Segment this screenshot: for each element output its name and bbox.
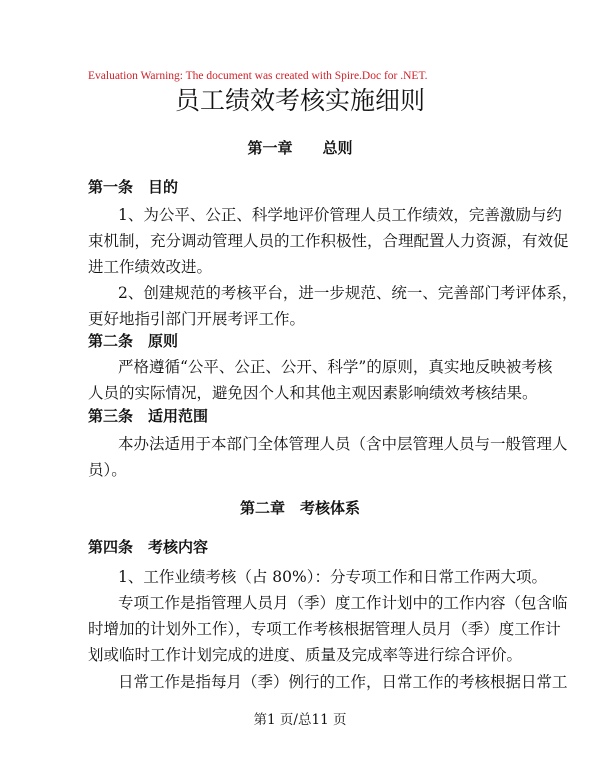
paragraph-line: 人员的实际情况，避免因个人和其他主观因素影响绩效考核结果。 (88, 384, 538, 402)
paragraph-line: 1、为公平、公正、科学地评价管理人员工作绩效，完善激励与约 (118, 206, 562, 224)
article-heading: 第一条 目的 (88, 178, 179, 196)
chapter-heading: 第二章 考核体系 (239, 499, 360, 517)
document-title: 员工绩效考核实施细则 (174, 86, 425, 115)
paragraph-line: 划或临时工作计划完成的进度、质量及完成率等进行综合评价。 (88, 646, 523, 664)
evaluation-warning: Evaluation Warning: The document was created with Spire.Doc for .NET. (88, 70, 428, 82)
paragraph-line: 日常工作是指每月（季）例行的工作，日常工作的考核根据日常工 (118, 673, 568, 691)
paragraph-line: 1、工作业绩考核（占 80%）：分专项工作和日常工作两大项。 (118, 568, 547, 586)
chapter-heading: 第一章 总则 (247, 139, 353, 157)
paragraph-line: 进工作绩效改进。 (88, 258, 213, 276)
page-footer: 第1 页/总11 页 (253, 712, 347, 728)
article-heading: 第三条 适用范围 (88, 407, 209, 425)
paragraph-line: 时增加的计划外工作），专项工作考核根据管理人员月（季）度工作计 (88, 620, 561, 638)
paragraph-line: 更好地指引部门开展考评工作。 (88, 310, 306, 328)
paragraph-line: 员）。 (88, 461, 127, 479)
paragraph-line: 严格遵循“公平、公正、公开、科学”的原则，真实地反映被考核 (118, 358, 553, 376)
paragraph-line: 本办法适用于本部门全体管理人员（含中层管理人员与一般管理人 (118, 435, 568, 453)
article-heading: 第四条 考核内容 (88, 538, 209, 556)
paragraph-line: 束机制，充分调动管理人员的工作积极性，合理配置人力资源，有效促 (88, 232, 569, 250)
paragraph-line: 专项工作是指管理人员月（季）度工作计划中的工作内容（包含临 (118, 594, 568, 612)
paragraph-line: 2、创建规范的考核平台，进一步规范、统一、完善部门考评体系， (118, 284, 578, 302)
article-heading: 第二条 原则 (88, 332, 179, 350)
